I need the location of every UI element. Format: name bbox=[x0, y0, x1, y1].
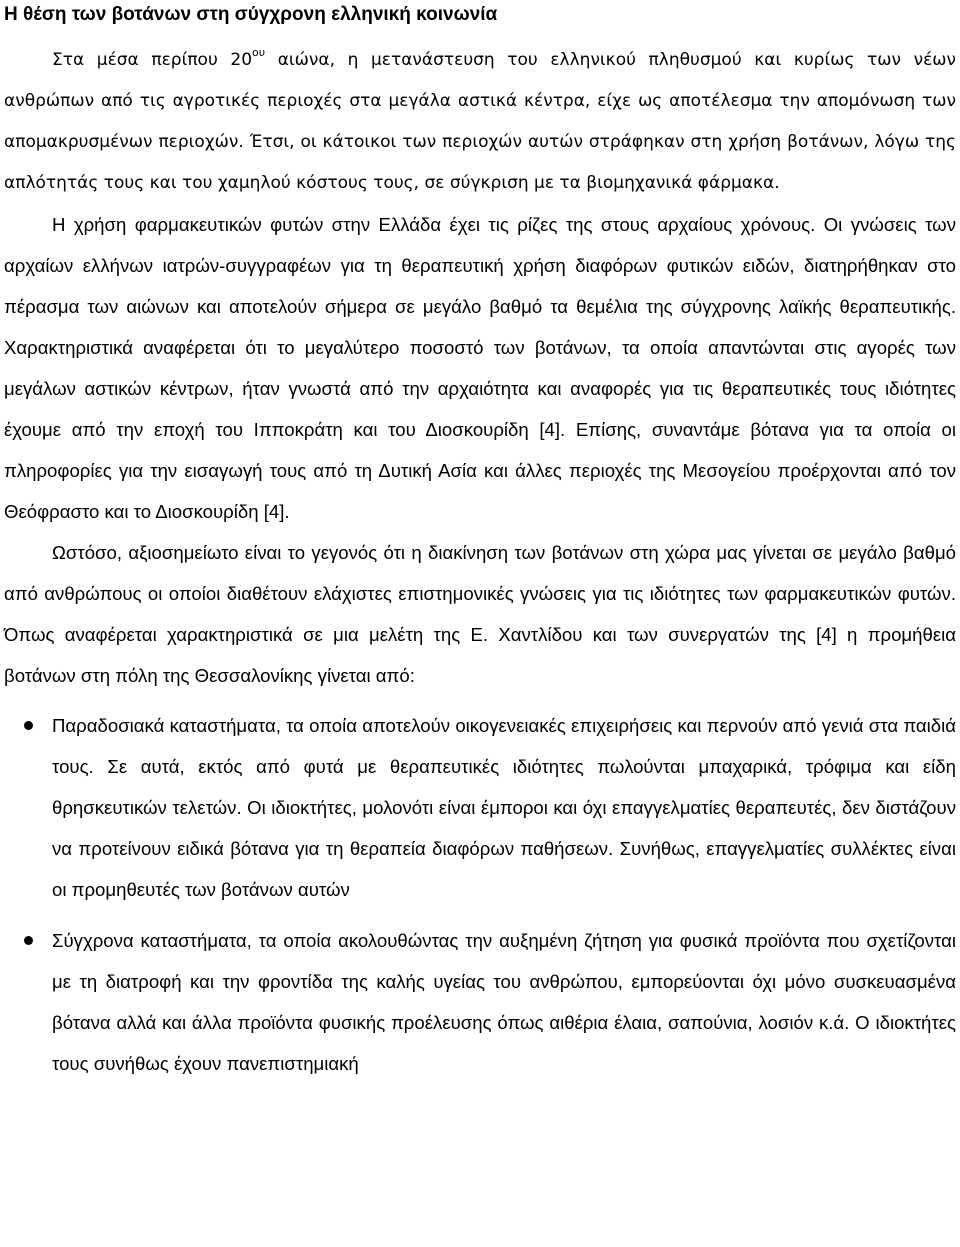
paragraph-intro-text-a: Στα μέσα περίπου 20 bbox=[52, 50, 253, 70]
list-item bbox=[4, 920, 956, 1084]
list-item-text: Παραδοσιακά καταστήματα, τα οποία αποτελούν οικογενειακές επιχειρήσεις και περνούν από γενιά στα παιδιά τους. Σε αυτά, εκτός από φυτά με θεραπευτικές ιδιότητες πωλούνται μπαχαρικά, τρόφιμα και είδη θρησκευτικών τελετών. Οι ιδιοκτήτες, μολονότι είναι έμποροι και όχι επαγγελματίες θεραπευτές, δεν διστάζουν να προτείνουν ειδικά βότανα για τη θεραπεία διαφόρων παθήσεων. Συνήθως, επαγγελματίες συλλέκτες είναι οι προμηθευτές των βοτάνων αυτών bbox=[52, 715, 956, 900]
paragraph-history: Η χρήση φαρμακευτικών φυτών στην Ελλάδα έχει τις ρίζες της στους αρχαίους χρόνους. Οι γνώσεις των αρχαίων ελλήνων ιατρών-συγγραφέων για τη θεραπευτική χρήση διαφόρων φυτικών ειδών, διατηρήθηκαν στο πέρασμα των αιώνων και αποτελούν σήμερα σε μεγάλο βαθμό τα θεμέλια της σύγχρονης λαϊκής θεραπευτικής. Χαρακτηριστικά αναφέρεται ότι το μεγαλύτερο ποσοστό των βοτάνων, τα οποία απαντώνται στις αγορές των μεγάλων αστικών κέντρων, ήταν γνωστά από την αρχαιότητα και αναφορές για τις θεραπευτικές τους ιδιότητες έχουμε από την εποχή του Ιπποκράτη και του Διοσκουρίδη [4]. Επίσης, συναντάμε βότανα για τα οποία οι πληροφορίες για την εισαγωγή τους από τη Δυτική Ασία και άλλες περιοχές της Μεσογείου προέρχονται από τον Θεόφραστο και το Διοσκουρίδη [4]. bbox=[4, 214, 956, 522]
list-item-text: Σύγχρονα καταστήματα, τα οποία ακολουθώντας την αυξημένη ζήτηση για φυσικά προϊόντα που σχετίζονται με τη διατροφή και την φροντίδα της καλής υγείας του ανθρώπου, εμπορεύονται όχι μόνο συσκευασμένα βότανα αλλά και άλλα προϊόντα φυσικής προέλευσης όπως αιθέρια έλαια, σαπούνια, λοσιόν κ.ά. Ο ιδιοκτήτες τους συνήθως έχουν πανεπιστημιακή bbox=[52, 930, 956, 1074]
section-heading: Η θέση των βοτάνων στη σύγχρονη ελληνική κοινωνία bbox=[4, 4, 498, 25]
list-item bbox=[4, 705, 956, 910]
document-page bbox=[4, 0, 956, 1084]
bullet-icon bbox=[24, 721, 33, 730]
bullet-icon bbox=[24, 936, 33, 945]
paragraph-distribution: Ωστόσο, αξιοσημείωτο είναι το γεγονός ότι η διακίνηση των βοτάνων στη χώρα μας γίνεται σε μεγάλο βαθμό από ανθρώπους οι οποίοι διαθέτουν ελάχιστες επιστημονικές γνώσεις για τις ιδιότητες των φαρμακευτικών φυτών. Όπως αναφέρεται χαρακτηριστικά σε μια μελέτη της Ε. Χαντλίδου και των συνεργατών της [4] η προμήθεια βοτάνων στη πόλη της Θεσσαλονίκης γίνεται από: bbox=[4, 542, 956, 686]
paragraph-intro bbox=[4, 40, 956, 204]
ordinal-superscript: ου bbox=[252, 46, 266, 59]
paragraph-intro-text-b: αιώνα, η μετανάστευση του ελληνικού πληθυσμού και κυρίως των νέων ανθρώπων από τις αγροτικές περιοχές στα μεγάλα αστικά κέντρα, είχε ως αποτέλεσμα την απομόνωση των απομακρυσμένων περιοχών. Έτσι, οι κάτοικοι των περιοχών αυτών στράφηκαν στη χρήση βοτάνων, λόγω της απλότητάς τους και του χαμηλού κόστους τους, σε σύγκριση με τα βιομηχανικά φάρμακα. bbox=[4, 50, 957, 193]
supplier-list bbox=[4, 705, 956, 1084]
